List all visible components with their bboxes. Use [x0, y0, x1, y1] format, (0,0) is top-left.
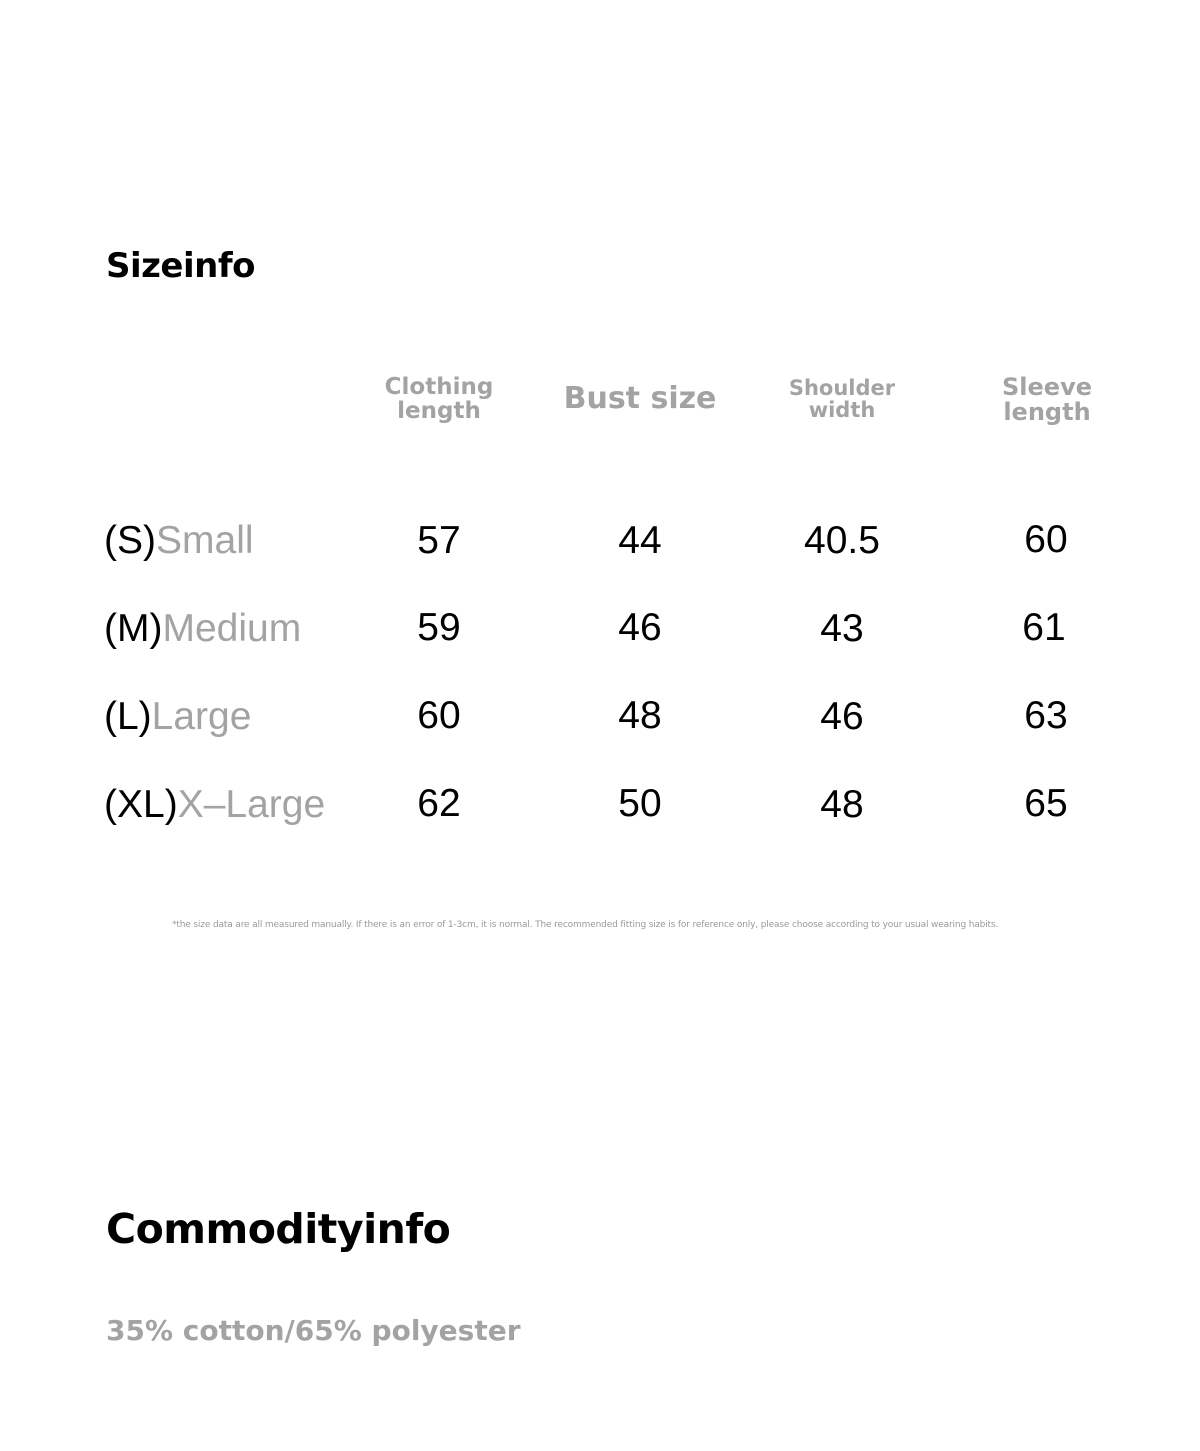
size-name: Small — [156, 519, 254, 562]
cell-m-shoulder-width: 43 — [820, 607, 864, 650]
size-code: (XL) — [104, 783, 178, 826]
fabric-composition: 35% cotton/65% polyester — [106, 1314, 521, 1347]
cell-l-shoulder-width: 46 — [820, 695, 864, 738]
column-header-clothing-length: Clothing length — [384, 374, 494, 425]
size-label-s — [104, 521, 254, 560]
column-header-sleeve-length: Sleeve length — [1002, 373, 1092, 427]
cell-s-clothing-length: 57 — [417, 519, 461, 562]
size-disclaimer-note: *the size data are all measured manually. If there is an error of 1-3cm, it is normal. The recommended fitting size is for reference only, please choose according to your usual wearing habits. — [172, 920, 999, 930]
cell-s-shoulder-width: 40.5 — [804, 519, 880, 562]
size-label-m — [104, 609, 301, 648]
column-header-shoulder-width: Shoulder width — [788, 376, 896, 423]
size-code: (L) — [104, 695, 152, 738]
size-code: (S) — [104, 519, 156, 562]
cell-xl-clothing-length: 62 — [417, 782, 461, 825]
cell-xl-bust-size: 50 — [618, 782, 662, 825]
cell-m-sleeve-length: 61 — [1022, 606, 1066, 649]
cell-l-sleeve-length: 63 — [1024, 694, 1068, 737]
cell-xl-sleeve-length: 65 — [1024, 782, 1068, 825]
cell-l-bust-size: 48 — [618, 694, 662, 737]
cell-s-sleeve-length: 60 — [1024, 518, 1068, 561]
size-label-xl — [104, 785, 325, 824]
size-info-title: Sizeinfo — [106, 246, 255, 286]
cell-m-clothing-length: 59 — [417, 606, 461, 649]
commodity-info-title: Commodityinfo — [106, 1205, 451, 1253]
size-name: Medium — [162, 607, 302, 650]
cell-s-bust-size: 44 — [618, 519, 662, 562]
size-code: (M) — [104, 607, 163, 650]
cell-l-clothing-length: 60 — [417, 694, 461, 737]
size-label-l — [104, 697, 251, 736]
cell-m-bust-size: 46 — [618, 606, 662, 649]
size-name: Large — [151, 695, 252, 738]
column-header-bust-size: Bust size — [563, 381, 717, 416]
size-name: X–Large — [177, 783, 326, 826]
cell-xl-shoulder-width: 48 — [820, 783, 864, 826]
